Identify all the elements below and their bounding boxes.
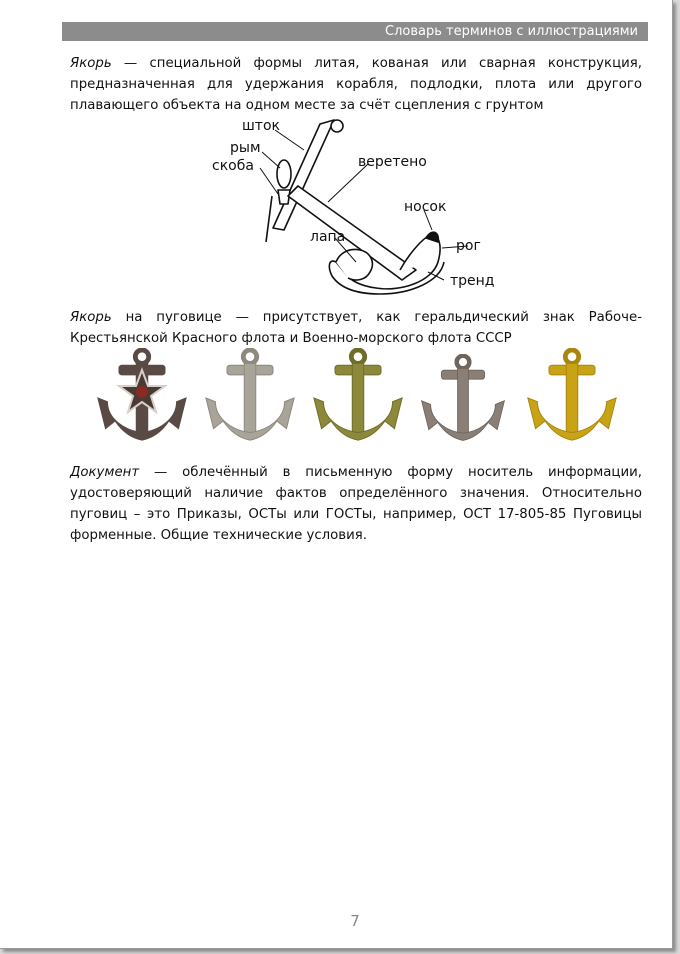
anchor-diagram	[200, 112, 510, 308]
label-stock: шток	[242, 118, 280, 134]
label-shackle: скоба	[212, 158, 254, 174]
label-crown: тренд	[450, 273, 495, 289]
label-shank: веретено	[358, 154, 427, 170]
definition: — облечённый в письменную форму носитель информации, удостоверяющий наличие фактов определённого значения. Относительно пуговиц – это Приказы, ОСТы или ГОСТы, например, ОСТ 17-805-85 Пуговицы форменные. Общие технические условия.	[70, 465, 642, 543]
term: Документ	[70, 465, 140, 480]
label-fluke: лапа	[310, 229, 346, 245]
page-number: 7	[350, 912, 360, 930]
anchor-gold-icon	[528, 350, 616, 440]
button-anchors-illustration	[92, 346, 632, 446]
anchor-gold-green-icon	[314, 350, 402, 440]
anchor-silver-icon	[206, 350, 294, 440]
term: Якорь	[70, 56, 112, 71]
label-bill: носок	[404, 199, 447, 215]
definition: на пуговице — присутствует, как геральдический знак Рабоче-Крестьянской Красного флота и Военно-морского флота СССР	[70, 310, 642, 346]
entry-anchor-definition	[70, 53, 642, 116]
button-anchors-row	[92, 346, 632, 446]
entry-anchor-on-button	[70, 307, 642, 349]
term: Якорь	[70, 310, 112, 325]
label-horn: рог	[456, 238, 481, 254]
section-title: Словарь терминов с иллюстрациями	[385, 24, 638, 39]
definition: — специальной формы литая, кованая или сварная конструкция, предназначенная для удержания корабля, подлодки, плота или другого плавающего объекта на одном месте за счёт сцепления с грунтом	[70, 56, 642, 113]
anchor-silver-dark-icon	[422, 356, 505, 441]
star-anchor-dark-icon	[98, 350, 186, 440]
label-ring: рым	[230, 140, 261, 156]
section-header	[62, 22, 648, 41]
entry-document-definition	[70, 462, 642, 546]
